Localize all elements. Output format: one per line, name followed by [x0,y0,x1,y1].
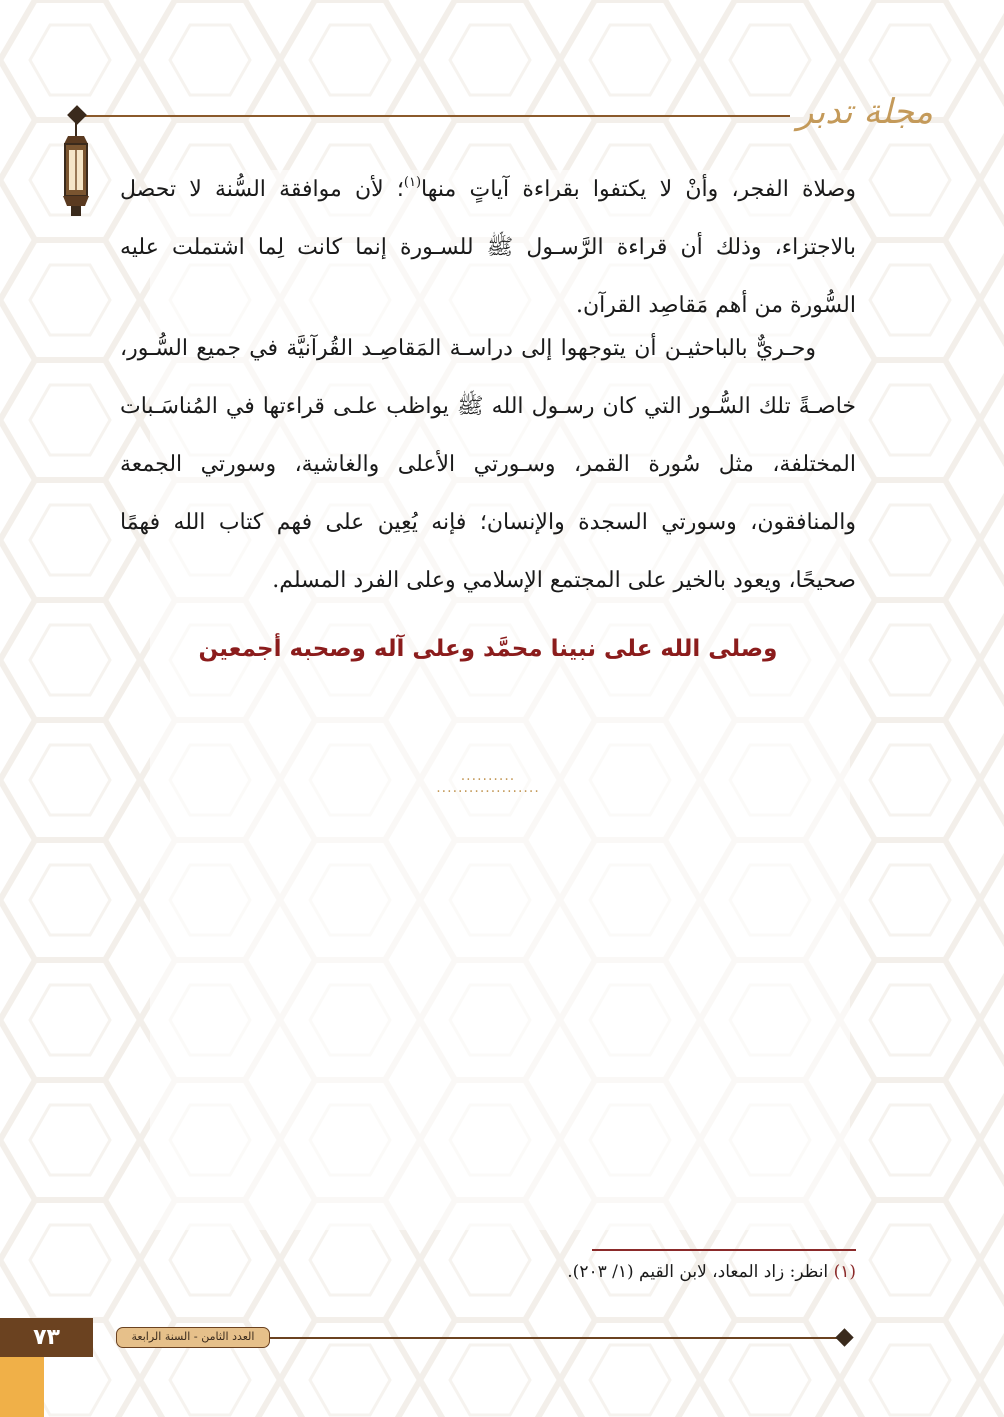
paragraph-2-text: وحـريٌّ بالباحثيـن أن يتوجهوا إلى دراسـة المَقاصِـد القُرآنيَّة في جميع السُّـور، خاصـةً تلك السُّـور التي كان رسـول الله ﷺ يواظب علـى قراءتها في المُناسَـبات المختلفة، مثل سُورة القمر، وسـورتي الأعلى والغاشية، وسورتي الجمعة والمنافقون، وسورتي السجدة والإنسان؛ فإنه يُعِين على فهم كتاب الله فهمًا صحيحًا، ويعود بالخير على المجتمع الإسلامي وعلى الفرد المسلم. [120,336,856,593]
page-number: ٧٣ [0,1318,93,1357]
footnote-text: انظر: زاد المعاد، لابن القيم (١/ ٢٠٣). [567,1262,834,1282]
lantern-icon [55,122,97,222]
footnote-rule [592,1249,856,1251]
divider-row-1: .......... [460,768,516,784]
closing-prayer: وصلى الله على نبينا محمَّد وعلى آله وصحبه أجمعين [198,636,778,662]
footnote-number: (١) [833,1262,856,1282]
body-paragraph-1 [120,154,856,335]
footer-orange-bar [0,1357,44,1417]
paragraph-1-text-start: وصلاة الفجر، وأنْ لا يكتفوا بقراءة آياتٍ منها [421,177,856,202]
paragraph-1-text-end: ؛ لأن موافقة السُّنة لا تحصل بالاجتزاء، وذلك أن قراءة الرَّسـول ﷺ للسـورة إنما كانت لِما اشتملت عليه السُّورة من أهم مَقاصِد القرآن. [120,177,856,318]
footnote-reference[interactable]: (١) [403,175,422,190]
magazine-logo: مجلة تدبر [797,92,933,132]
body-paragraph-2 [120,320,856,610]
dotted-divider [418,770,558,794]
header-rule [78,115,790,117]
divider-row-2: ................... [436,780,540,796]
issue-badge: العدد الثامن - السنة الرابعة [116,1327,270,1348]
footnote [400,1262,856,1282]
footer-rule [270,1337,842,1339]
